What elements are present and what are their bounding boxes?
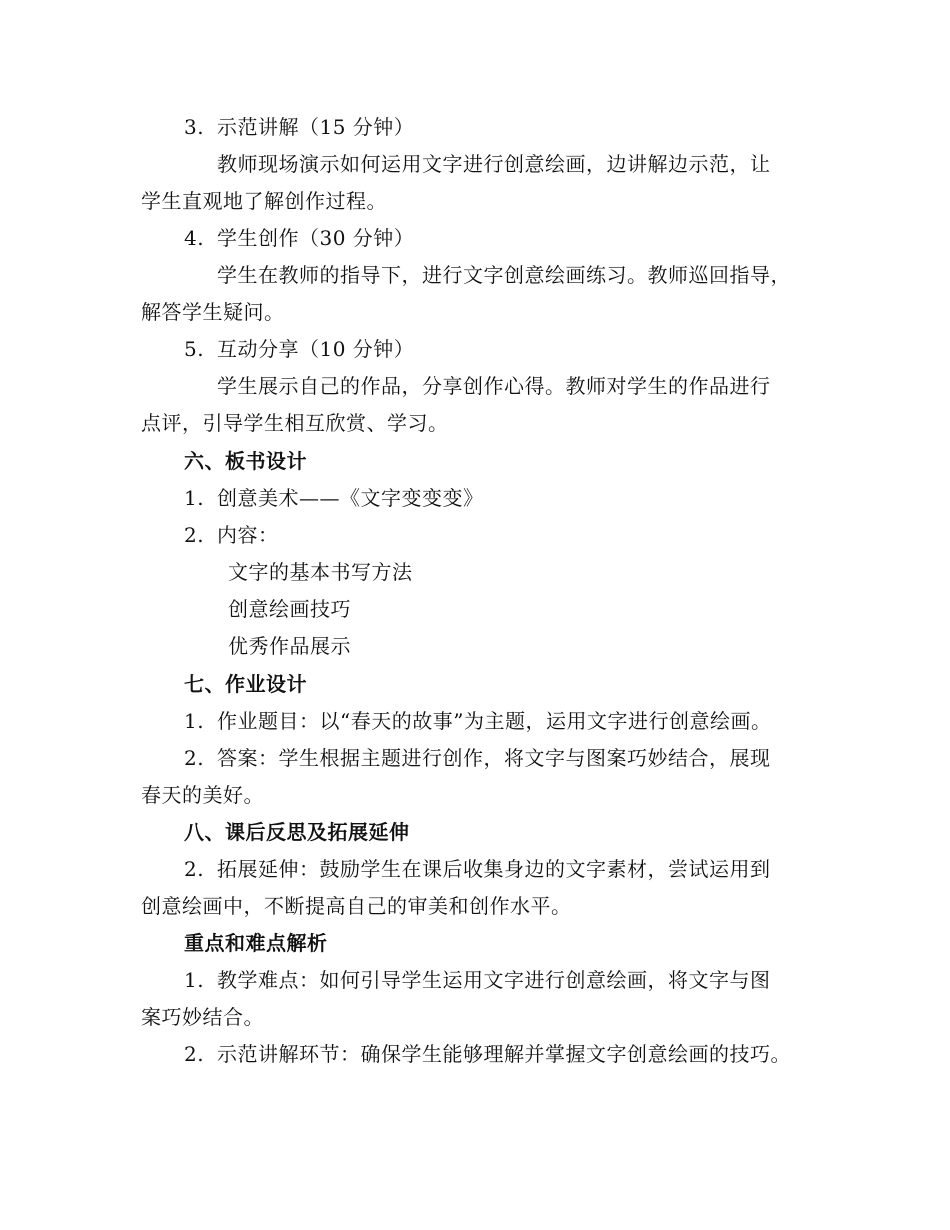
- board-item2-number: 2.: [184, 523, 205, 547]
- step5-title-line: [184, 337, 414, 361]
- analysis-item1-text: 教学难点：如何引导学生运用文字进行创意绘画，将文字与图: [217, 968, 771, 992]
- board-item1-number: 1.: [184, 486, 205, 510]
- board-heading: 六、板书设计: [184, 449, 307, 473]
- homework-item2-text: 答案：学生根据主题进行创作，将文字与图案巧妙结合，展现: [217, 746, 771, 770]
- reflection-item2-text: 拓展延伸：鼓励学生在课后收集身边的文字素材，尝试运用到: [217, 857, 771, 881]
- analysis-item2: [184, 1042, 791, 1066]
- step5-title: 互动分享（10 分钟）: [217, 337, 415, 361]
- step3-body-line1: 教师现场演示如何运用文字进行创意绘画，边讲解边示范，让: [217, 152, 771, 176]
- reflection-item2: [184, 857, 771, 881]
- homework-item1-text: 作业题目：以“春天的故事”为主题，运用文字进行创意绘画。: [217, 709, 772, 733]
- homework-heading: 七、作业设计: [184, 672, 307, 696]
- homework-item2-cont: 春天的美好。: [141, 783, 264, 807]
- step4-body-line2: 解答学生疑问。: [141, 300, 285, 324]
- step4-title: 学生创作（30 分钟）: [217, 226, 415, 250]
- reflection-item2-cont: 创意绘画中，不断提高自己的审美和创作水平。: [141, 894, 572, 918]
- step3-body-line2: 学生直观地了解创作过程。: [141, 189, 387, 213]
- analysis-item1-cont: 案巧妙结合。: [141, 1005, 264, 1029]
- analysis-item2-text: 示范讲解环节：确保学生能够理解并掌握文字创意绘画的技巧。: [217, 1042, 791, 1066]
- homework-item1: [184, 709, 771, 733]
- step4-body-line1: 学生在教师的指导下，进行文字创意绘画练习。教师巡回指导，: [217, 263, 791, 287]
- step4-number: 4.: [184, 226, 205, 250]
- step3-title-line: [184, 115, 414, 139]
- reflection-item2-number: 2.: [184, 857, 205, 881]
- analysis-heading: 重点和难点解析: [184, 931, 328, 955]
- homework-item2-number: 2.: [184, 746, 205, 770]
- step3-title: 示范讲解（15 分钟）: [217, 115, 415, 139]
- board-item1-text: 创意美术——《文字变变变》: [217, 486, 484, 510]
- board-item1: [184, 486, 484, 510]
- step3-number: 3.: [184, 115, 205, 139]
- board-item2: [184, 523, 279, 547]
- homework-item1-number: 1.: [184, 709, 205, 733]
- reflection-heading: 八、课后反思及拓展延伸: [184, 820, 410, 844]
- homework-item2: [184, 746, 771, 770]
- analysis-item1: [184, 968, 771, 992]
- analysis-item2-number: 2.: [184, 1042, 205, 1066]
- board-sub3: 优秀作品展示: [228, 634, 351, 658]
- step5-body-line2: 点评，引导学生相互欣赏、学习。: [141, 411, 449, 435]
- step5-body-line1: 学生展示自己的作品，分享创作心得。教师对学生的作品进行: [217, 374, 771, 398]
- analysis-item1-number: 1.: [184, 968, 205, 992]
- board-sub1: 文字的基本书写方法: [228, 560, 413, 584]
- step5-number: 5.: [184, 337, 205, 361]
- step4-title-line: [184, 226, 414, 250]
- board-sub2: 创意绘画技巧: [228, 597, 351, 621]
- board-item2-text: 内容：: [217, 523, 279, 547]
